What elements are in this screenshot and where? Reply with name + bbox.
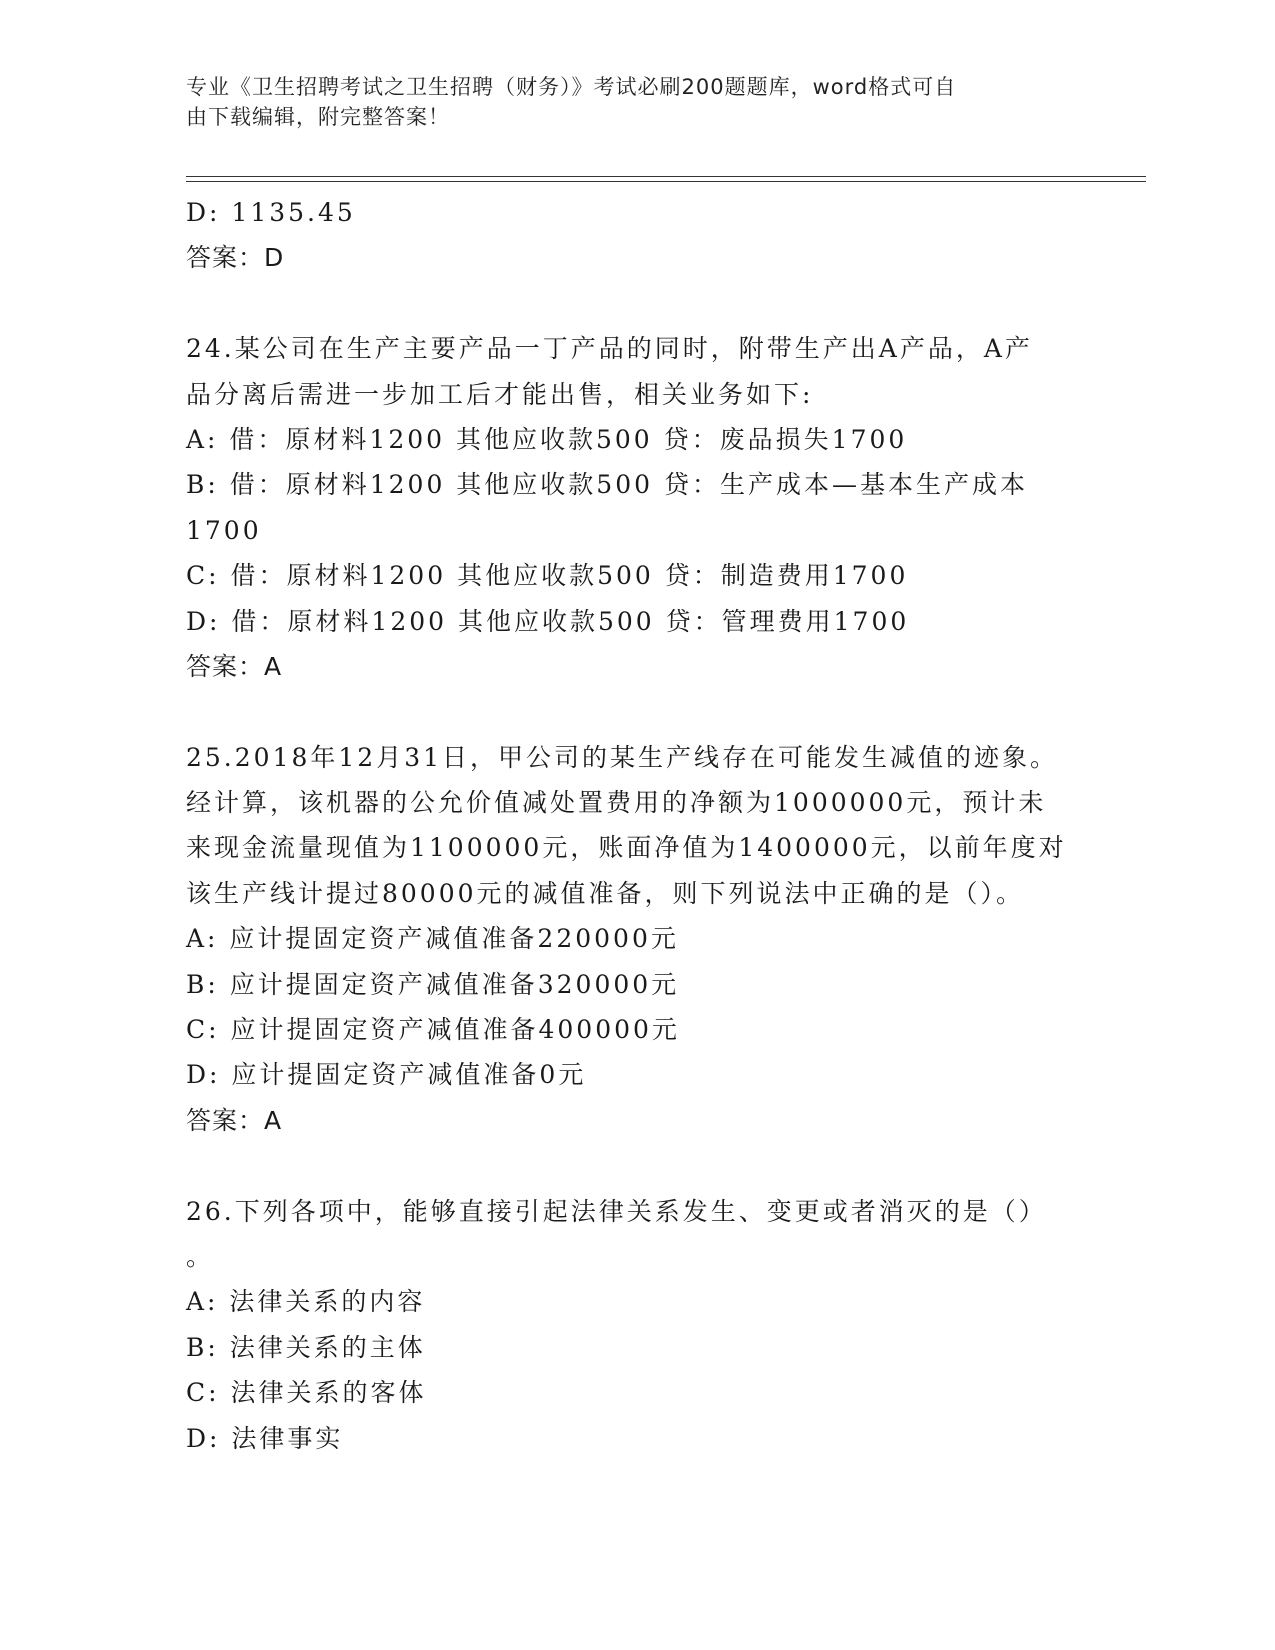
question-stem: 26.下列各项中，能够直接引起法律关系发生、变更或者消灭的是（） [186, 1196, 1047, 1226]
spacer [186, 281, 1066, 326]
answer: 答案：D [186, 243, 285, 273]
spacer [186, 689, 1066, 734]
document-header [186, 72, 1086, 132]
question-stem: 24.某公司在生产主要产品一丁产品的同时，附带生产出A产品，A产 [186, 334, 1033, 364]
answer: 答案：A [186, 651, 283, 681]
question-24 [186, 326, 1066, 689]
header-divider-bottom [186, 181, 1146, 182]
header-line-2: 由下载编辑，附完整答案！ [186, 105, 450, 129]
header-line-1: 专业《卫生招聘考试之卫生招聘（财务）》考试必刷200题题库，word格式可自 [186, 75, 957, 99]
option-c: C: 借：原材料1200 其他应收款500 贷：制造费用1700 [186, 561, 909, 591]
question-stem: 。 [186, 1241, 215, 1271]
question-stem: 品分离后需进一步加工后才能出售，相关业务如下: [186, 379, 814, 409]
option-d: D: 应计提固定资产减值准备0元 [186, 1060, 587, 1090]
question-26 [186, 1189, 1066, 1461]
option-c: C: 法律关系的客体 [186, 1378, 427, 1408]
option-a: A: 应计提固定资产减值准备220000元 [186, 924, 679, 954]
question-stem: 25.2018年12月31日，甲公司的某生产线存在可能发生减值的迹象。 [186, 742, 1059, 772]
option-b: B: 法律关系的主体 [186, 1332, 426, 1362]
option-d: D: 法律事实 [186, 1423, 344, 1453]
option-b-continued: 1700 [186, 515, 262, 545]
question-25 [186, 735, 1066, 1144]
header-divider-top [186, 176, 1146, 177]
answer: 答案：A [186, 1105, 283, 1135]
option-a: A: 法律关系的内容 [186, 1287, 426, 1317]
question-stem: 经计算，该机器的公允价值减处置费用的净额为1000000元，预计未 [186, 788, 1047, 818]
question-23-tail [186, 190, 1066, 281]
option-c: C: 应计提固定资产减值准备400000元 [186, 1015, 680, 1045]
option-a: A: 借：原材料1200 其他应收款500 贷：废品损失1700 [186, 424, 908, 454]
option-b: B: 借：原材料1200 其他应收款500 贷：生产成本—基本生产成本 [186, 470, 1028, 500]
option-d: D: 1135.45 [186, 198, 356, 227]
question-stem: 该生产线计提过80000元的减值准备，则下列说法中正确的是（）。 [186, 878, 1025, 908]
document-body [186, 190, 1066, 1461]
question-stem: 来现金流量现值为1100000元，账面净值为1400000元，以前年度对 [186, 833, 1067, 863]
option-b: B: 应计提固定资产减值准备320000元 [186, 969, 680, 999]
option-d: D: 借：原材料1200 其他应收款500 贷：管理费用1700 [186, 606, 910, 636]
spacer [186, 1143, 1066, 1188]
